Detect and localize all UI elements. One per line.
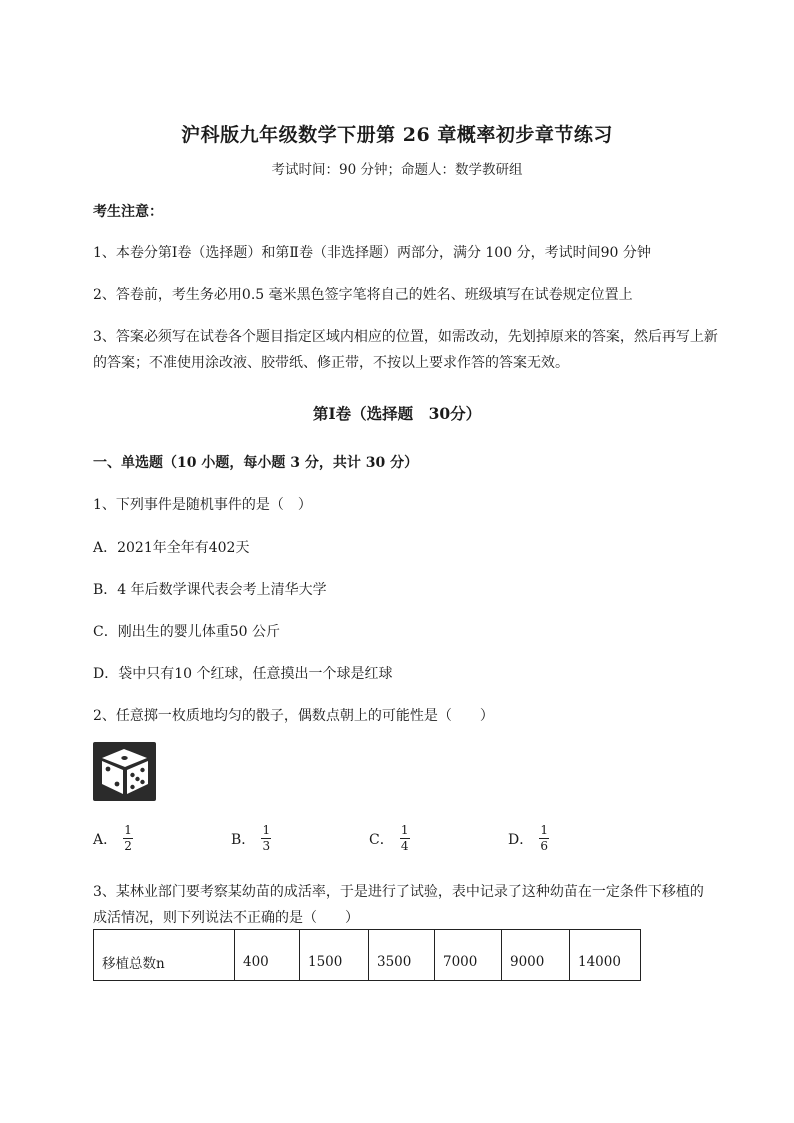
- section-title: 第Ⅰ卷（选择题 30分）: [312, 404, 482, 423]
- q2-option-c-label: C．: [369, 831, 394, 848]
- q1-option-c: C．刚出生的婴儿体重50 公斤: [93, 624, 280, 640]
- notice-heading: 考生注意：: [93, 204, 163, 220]
- numerator: 1: [124, 823, 132, 837]
- exam-title: 沪科版九年级数学下册第 26 章概率初步章节练习: [181, 124, 613, 146]
- q2-option-a: [93, 824, 133, 853]
- notice-item-1: 1、本卷分第Ⅰ卷（选择题）和第Ⅱ卷（非选择题）两部分，满分 100 分，考试时间90 分钟: [93, 245, 651, 261]
- table-cell: 9000: [502, 930, 570, 981]
- table-cell: 1500: [300, 930, 369, 981]
- table-cell: 400: [235, 930, 300, 981]
- q2-option-c-fraction: [400, 824, 410, 853]
- q3-stem-line2: 成活情况，则下列说法不正确的是（ ）: [93, 910, 359, 926]
- q2-stem: 2、任意掷一枚质地均匀的骰子，偶数点朝上的可能性是（ ）: [93, 708, 494, 724]
- table-cell: 14000: [570, 930, 641, 981]
- q2-option-c: [369, 824, 410, 853]
- denominator: 4: [400, 839, 409, 853]
- q2-option-d-label: D．: [508, 831, 534, 848]
- denominator: 6: [540, 839, 549, 853]
- q2-option-b-fraction: [261, 824, 271, 853]
- numerator: 1: [540, 823, 549, 837]
- q1-stem: 1、下列事件是随机事件的是（ ）: [93, 497, 312, 513]
- denominator: 2: [124, 839, 132, 853]
- q2-option-d: [508, 824, 549, 853]
- q2-option-d-fraction: [539, 824, 549, 853]
- denominator: 3: [262, 839, 271, 853]
- part-heading: 一、单选题（10 小题，每小题 3 分，共计 30 分）: [93, 455, 419, 471]
- q3-table: [93, 929, 641, 981]
- table-cell: 7000: [435, 930, 502, 981]
- numerator: 1: [262, 823, 271, 837]
- q3-stem-line1: 3、某林业部门要考察某幼苗的成活率，于是进行了试验，表中记录了这种幼苗在一定条件下移植的: [93, 884, 704, 900]
- numerator: 1: [400, 823, 409, 837]
- q2-option-b-label: B．: [231, 831, 256, 848]
- table-row-header: 移植总数n: [94, 930, 235, 981]
- exam-subtitle: 考试时间：90 分钟；命题人：数学教研组: [271, 162, 523, 178]
- q2-option-a-label: A．: [93, 831, 118, 848]
- notice-item-3-cont: 的答案；不准使用涂改液、胶带纸、修正带，不按以上要求作答的答案无效。: [93, 355, 569, 371]
- q1-option-b: B．4 年后数学课代表会考上清华大学: [93, 582, 327, 598]
- q2-option-b: [231, 824, 271, 853]
- q2-option-a-fraction: [123, 824, 133, 853]
- dice-icon: [93, 742, 156, 801]
- q1-option-a: A．2021年全年有402天: [93, 540, 250, 556]
- q1-option-d: D．袋中只有10 个红球，任意摸出一个球是红球: [93, 666, 393, 682]
- notice-item-3: 3、答案必须写在试卷各个题目指定区域内相应的位置，如需改动，先划掉原来的答案，然后再写上新: [93, 329, 718, 345]
- notice-item-2: 2、答卷前，考生务必用0.5 毫米黑色签字笔将自己的姓名、班级填写在试卷规定位置上: [93, 287, 633, 303]
- table-row: [94, 930, 641, 981]
- table-cell: 3500: [369, 930, 435, 981]
